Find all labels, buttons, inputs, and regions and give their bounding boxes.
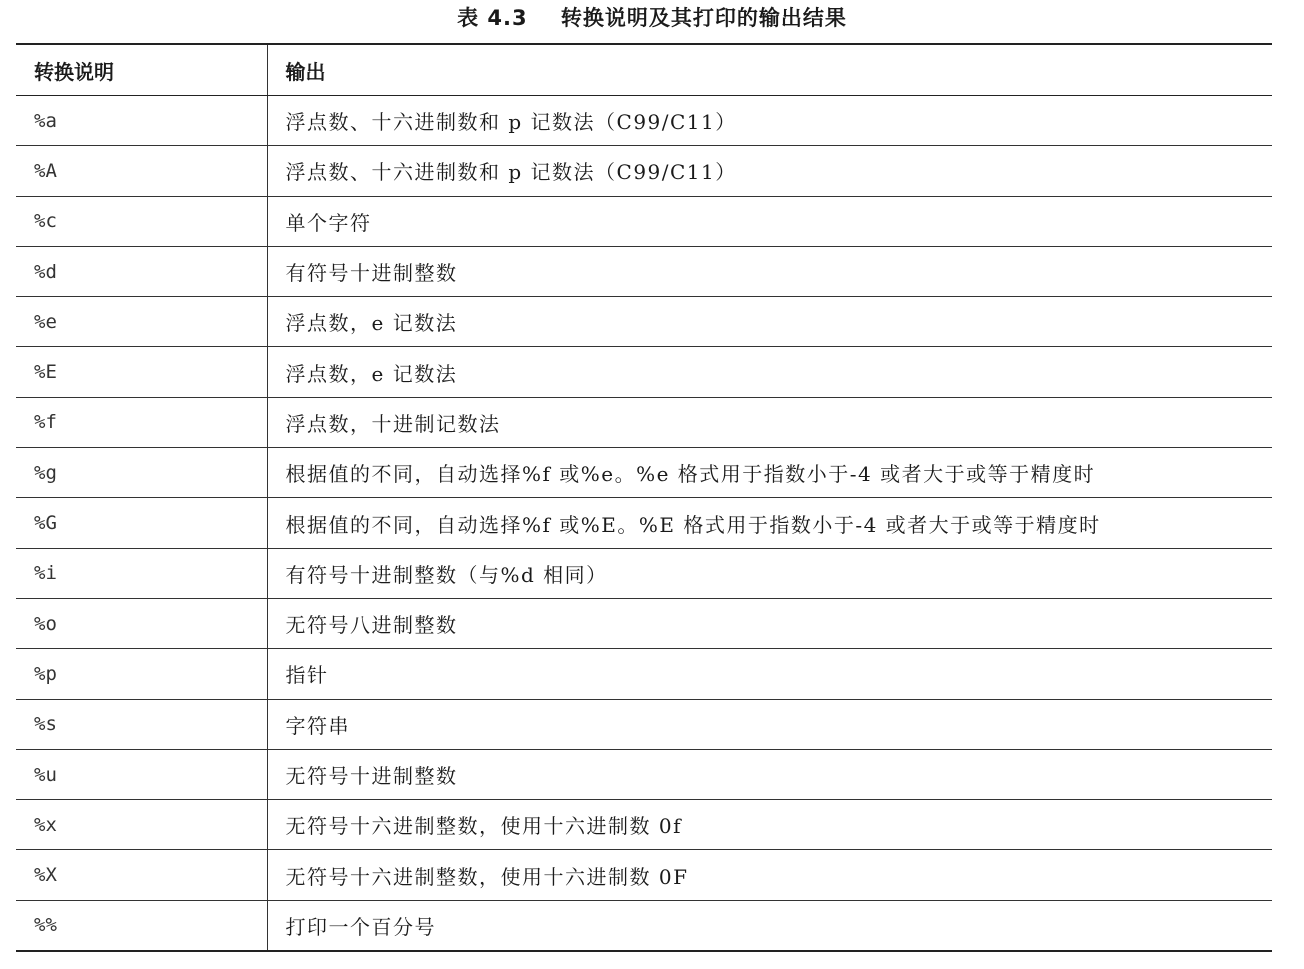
table-row — [16, 347, 1272, 397]
table-row — [16, 297, 1272, 347]
spec-cell: %f — [16, 397, 267, 447]
spec-cell: %g — [16, 448, 267, 498]
output-cell: 单个字符 — [267, 196, 1272, 246]
output-cell: 浮点数，十进制记数法 — [267, 397, 1272, 447]
output-cell: 浮点数、十六进制数和 p 记数法（C99/C11） — [267, 96, 1272, 146]
output-cell: 浮点数，e 记数法 — [267, 347, 1272, 397]
table-row — [16, 448, 1272, 498]
output-cell: 根据值的不同，自动选择%f 或%E。%E 格式用于指数小于-4 或者大于或等于精度时 — [267, 498, 1272, 548]
table-row — [16, 699, 1272, 749]
output-cell: 无符号十进制整数 — [267, 749, 1272, 799]
conversion-specifier-table — [16, 43, 1272, 952]
output-cell: 浮点数、十六进制数和 p 记数法（C99/C11） — [267, 146, 1272, 196]
output-cell: 有符号十进制整数 — [267, 246, 1272, 296]
output-cell: 浮点数，e 记数法 — [267, 297, 1272, 347]
table-row — [16, 649, 1272, 699]
output-cell: 指针 — [267, 649, 1272, 699]
output-cell: 无符号十六进制整数，使用十六进制数 0f — [267, 800, 1272, 850]
spec-cell: %p — [16, 649, 267, 699]
spec-cell: %G — [16, 498, 267, 548]
spec-cell: %a — [16, 96, 267, 146]
spec-cell: %X — [16, 850, 267, 900]
table-row — [16, 598, 1272, 648]
spec-cell: %d — [16, 246, 267, 296]
table-row — [16, 749, 1272, 799]
spec-cell: %s — [16, 699, 267, 749]
output-cell: 无符号八进制整数 — [267, 598, 1272, 648]
spec-cell: %x — [16, 800, 267, 850]
table-row — [16, 146, 1272, 196]
table-caption: 表 4.3 转换说明及其打印的输出结果 — [457, 6, 847, 30]
spec-cell: %i — [16, 548, 267, 598]
output-cell: 有符号十进制整数（与%d 相同） — [267, 548, 1272, 598]
spec-cell: %u — [16, 749, 267, 799]
output-cell: 根据值的不同，自动选择%f 或%e。%e 格式用于指数小于-4 或者大于或等于精度时 — [267, 448, 1272, 498]
table-row — [16, 397, 1272, 447]
table-row — [16, 850, 1272, 900]
table-header-row — [16, 44, 1272, 96]
spec-cell: %E — [16, 347, 267, 397]
table-row — [16, 800, 1272, 850]
output-cell: 无符号十六进制整数，使用十六进制数 0F — [267, 850, 1272, 900]
table-row — [16, 548, 1272, 598]
spec-cell: %o — [16, 598, 267, 648]
spec-cell: %e — [16, 297, 267, 347]
table-row — [16, 900, 1272, 951]
table-row — [16, 246, 1272, 296]
table-row — [16, 498, 1272, 548]
table-row — [16, 96, 1272, 146]
spec-cell: %c — [16, 196, 267, 246]
output-cell: 字符串 — [267, 699, 1272, 749]
header-output: 输出 — [267, 44, 1272, 96]
header-conversion-spec: 转换说明 — [16, 44, 267, 96]
table-row — [16, 196, 1272, 246]
spec-cell: %A — [16, 146, 267, 196]
spec-cell: %% — [16, 900, 267, 951]
output-cell: 打印一个百分号 — [267, 900, 1272, 951]
